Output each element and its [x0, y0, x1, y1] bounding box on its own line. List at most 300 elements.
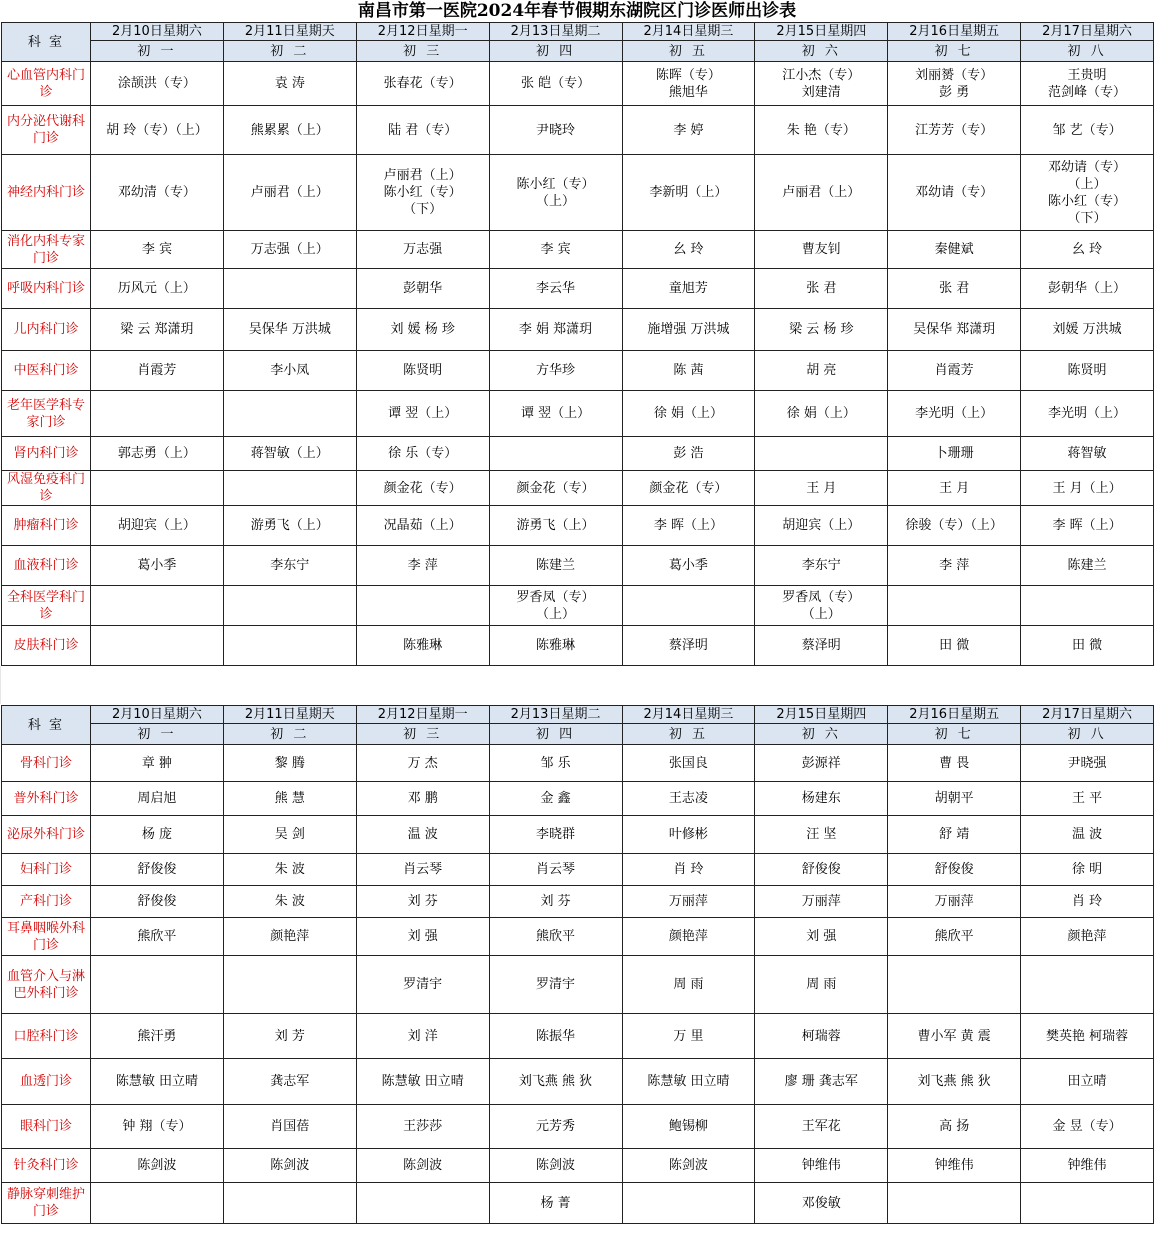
department-name: 血管介入与淋巴外科门诊 — [2, 956, 91, 1014]
doctor-cell — [622, 956, 755, 1014]
doctor-cell — [489, 106, 622, 155]
doctor-name: 邓 鹏 — [407, 791, 438, 806]
doctor-cell — [223, 437, 356, 471]
doctor-name: 金 鑫 — [540, 791, 571, 806]
doctor-cell — [622, 506, 755, 546]
doctor-cell — [1021, 155, 1154, 231]
date-header: 2月15日星期四 — [755, 706, 888, 724]
doctor-cell — [1021, 471, 1154, 506]
doctor-name: 陈雅琳 — [536, 638, 576, 653]
doctor-name: 杨建东 — [801, 791, 841, 806]
doctor-name: 施增强 万洪城 — [647, 322, 730, 337]
doctor-name: （上） — [801, 606, 841, 622]
doctor-cell — [1021, 437, 1154, 471]
doctor-name: 张 君 — [939, 281, 970, 296]
doctor-cell — [622, 626, 755, 666]
doctor-cell — [223, 351, 356, 391]
doctor-name: 胡迎宾（上） — [782, 518, 861, 533]
doctor-cell — [622, 854, 755, 886]
doctor-cell — [356, 106, 489, 155]
doctor-name: 肖霞芳 — [934, 363, 974, 378]
doctor-cell — [356, 918, 489, 956]
lunar-day-header: 初 八 — [1021, 41, 1154, 62]
doctor-name: 颜金花（专） — [383, 480, 462, 496]
doctor-cell — [356, 745, 489, 782]
doctor-cell — [622, 918, 755, 956]
table-row — [2, 506, 1154, 546]
doctor-name: 舒俊俊 — [801, 862, 841, 877]
doctor-cell — [755, 437, 888, 471]
doctor-name: 幺 玲 — [673, 242, 704, 257]
doctor-name: 罗香凤（专） — [516, 589, 595, 605]
doctor-cell — [1021, 1059, 1154, 1105]
doctor-name: 陈剑波 — [137, 1158, 177, 1173]
doctor-cell — [1021, 546, 1154, 586]
doctor-cell — [1021, 506, 1154, 546]
header-row-lunar — [2, 41, 1154, 62]
doctor-cell — [622, 886, 755, 918]
doctor-name: （上） — [536, 606, 576, 622]
doctor-cell — [356, 1149, 489, 1183]
doctor-name: 刘丽赟（专） — [915, 67, 994, 83]
doctor-name: 曹 畏 — [939, 755, 970, 771]
doctor-name: 陈贤明 — [1067, 363, 1107, 378]
doctor-name: 颜金花（专） — [649, 480, 728, 496]
doctor-cell — [223, 1014, 356, 1059]
doctor-name: （下） — [403, 202, 443, 217]
doctor-cell — [489, 854, 622, 886]
doctor-cell — [622, 106, 755, 155]
doctor-cell — [356, 1014, 489, 1059]
doctor-cell — [91, 956, 224, 1014]
doctor-cell — [356, 437, 489, 471]
doctor-cell — [356, 231, 489, 269]
doctor-name: 袁 涛 — [274, 76, 305, 91]
doctor-name: 刘建清 — [801, 84, 841, 100]
doctor-cell — [489, 471, 622, 506]
doctor-name: 黎 腾 — [274, 755, 305, 771]
doctor-cell — [622, 1059, 755, 1105]
doctor-cell — [888, 918, 1021, 956]
doctor-cell — [223, 782, 356, 816]
doctor-name: 舒俊俊 — [137, 862, 177, 877]
doctor-cell — [755, 106, 888, 155]
doctor-name: 陈剑波 — [668, 1158, 708, 1173]
doctor-cell — [755, 506, 888, 546]
doctor-name: 陈晖（专） — [655, 67, 721, 83]
doctor-cell — [489, 351, 622, 391]
doctor-name: 罗清宇 — [403, 977, 443, 992]
date-header: 2月17日星期六 — [1021, 706, 1154, 724]
doctor-name: 邓俊敏 — [801, 1195, 841, 1211]
table-row — [2, 918, 1154, 956]
doctor-name: 周启旭 — [137, 791, 177, 806]
doctor-cell — [91, 886, 224, 918]
date-header: 2月16日星期五 — [888, 23, 1021, 41]
lunar-day-header: 初 五 — [622, 724, 755, 745]
doctor-cell — [489, 1059, 622, 1105]
doctor-name: 胡朝平 — [934, 791, 974, 806]
department-name: 肾内科门诊 — [2, 437, 91, 471]
doctor-cell — [755, 351, 888, 391]
doctor-cell — [622, 309, 755, 351]
doctor-name: 葛小季 — [137, 558, 177, 573]
doctor-name: 陈 茜 — [673, 363, 704, 378]
doctor-cell — [489, 391, 622, 437]
doctor-name: 肖云琴 — [403, 862, 443, 877]
date-header: 2月12日星期一 — [356, 23, 489, 41]
doctor-name: 颜艳萍 — [270, 929, 310, 944]
doctor-name: 童旭芳 — [668, 281, 708, 296]
doctor-name: 卜珊珊 — [934, 446, 974, 461]
doctor-name: 钟维伟 — [1067, 1158, 1107, 1173]
doctor-cell — [1021, 106, 1154, 155]
table-row — [2, 586, 1154, 626]
doctor-name: 高 扬 — [939, 1119, 970, 1134]
doctor-name: 杨 菁 — [540, 1195, 571, 1211]
department-name: 老年医学科专家门诊 — [2, 391, 91, 437]
doctor-cell — [223, 918, 356, 956]
doctor-name: 万丽萍 — [668, 894, 708, 909]
doctor-name: 蔡泽明 — [668, 638, 708, 653]
doctor-name: 田 微 — [1071, 638, 1103, 653]
doctor-name: 李 萍 — [407, 558, 438, 573]
doctor-name: 秦健斌 — [934, 242, 974, 257]
doctor-name: 李光明（上） — [1048, 406, 1127, 421]
doctor-name: 陈慧敏 田立晴 — [647, 1074, 730, 1089]
doctor-name: 曹小军 黄 震 — [917, 1028, 991, 1044]
doctor-name: 王莎莎 — [403, 1119, 443, 1134]
doctor-cell — [489, 816, 622, 854]
doctor-name: 温 波 — [1071, 827, 1103, 842]
doctor-cell — [489, 1105, 622, 1149]
doctor-cell — [622, 1149, 755, 1183]
lunar-day-header: 初 一 — [91, 41, 224, 62]
department-name: 口腔科门诊 — [2, 1014, 91, 1059]
department-name: 心血管内科门诊 — [2, 62, 91, 106]
doctor-cell — [622, 351, 755, 391]
doctor-cell — [755, 471, 888, 506]
doctor-name: 吴 剑 — [274, 827, 305, 842]
doctor-cell — [489, 1014, 622, 1059]
doctor-cell — [622, 546, 755, 586]
doctor-name: 李 婷 — [673, 122, 704, 138]
doctor-cell — [489, 626, 622, 666]
doctor-name: 王贵明 — [1067, 67, 1107, 83]
doctor-cell — [91, 816, 224, 854]
department-name: 静脉穿刺维护门诊 — [2, 1183, 91, 1224]
doctor-name: 张春花（专） — [383, 76, 462, 91]
doctor-cell — [223, 586, 356, 626]
doctor-cell — [1021, 1014, 1154, 1059]
doctor-cell — [1021, 62, 1154, 106]
doctor-name: 熊汗勇 — [137, 1028, 177, 1044]
date-header: 2月15日星期四 — [755, 23, 888, 41]
doctor-cell — [1021, 309, 1154, 351]
doctor-name: 陈雅琳 — [403, 638, 443, 653]
department-name: 皮肤科门诊 — [2, 626, 91, 666]
doctor-name: 张 皑（专） — [520, 76, 591, 91]
doctor-cell — [622, 1183, 755, 1224]
doctor-name: 钟维伟 — [801, 1158, 841, 1173]
table-row — [2, 626, 1154, 666]
doctor-cell — [489, 62, 622, 106]
doctor-name: 陈剑波 — [403, 1158, 443, 1173]
doctor-cell — [755, 956, 888, 1014]
doctor-cell — [91, 269, 224, 309]
doctor-name: 邓幼请（专） — [915, 185, 994, 200]
doctor-name: 彭朝华（上） — [1048, 281, 1127, 296]
doctor-cell — [223, 1183, 356, 1224]
doctor-name: 江芳芳（专） — [915, 122, 994, 138]
doctor-name: 周 雨 — [673, 977, 704, 992]
doctor-name: 涂颉洪（专） — [117, 76, 196, 91]
doctor-cell — [1021, 816, 1154, 854]
doctor-cell — [755, 269, 888, 309]
table-row — [2, 1149, 1154, 1183]
doctor-cell — [888, 351, 1021, 391]
page-title: 南昌市第一医院2024年春节假期东湖院区门诊医师出诊表 — [357, 1, 797, 21]
doctor-name: 陈剑波 — [270, 1158, 310, 1173]
doctor-name: 蒋智敏（上） — [250, 446, 329, 461]
doctor-name: 徐 明 — [1071, 862, 1103, 877]
lunar-day-header: 初 四 — [489, 41, 622, 62]
doctor-cell — [489, 546, 622, 586]
doctor-cell — [91, 1183, 224, 1224]
doctor-cell — [356, 391, 489, 437]
doctor-name: 杨 庞 — [141, 827, 172, 842]
doctor-cell — [356, 471, 489, 506]
doctor-cell — [755, 546, 888, 586]
doctor-cell — [888, 506, 1021, 546]
doctor-cell — [755, 1183, 888, 1224]
doctor-name: 谭 翌（上） — [388, 406, 458, 421]
doctor-name: 叶修彬 — [668, 827, 708, 842]
doctor-name: 王 月 — [806, 480, 837, 496]
doctor-name: 肖国蓓 — [270, 1119, 310, 1134]
doctor-cell — [489, 918, 622, 956]
table-row — [2, 782, 1154, 816]
lunar-day-header: 初 六 — [755, 41, 888, 62]
doctor-cell — [91, 1149, 224, 1183]
doctor-cell — [888, 546, 1021, 586]
doctor-name: 李 宾 — [141, 242, 172, 257]
doctor-cell — [91, 854, 224, 886]
doctor-name: 李晓群 — [536, 827, 576, 842]
doctor-cell — [755, 745, 888, 782]
doctor-cell — [755, 231, 888, 269]
doctor-cell — [223, 155, 356, 231]
doctor-cell — [223, 816, 356, 854]
doctor-cell — [223, 106, 356, 155]
doctor-name: 朱 艳（专） — [786, 122, 856, 138]
doctor-name: 金 昱（专） — [1052, 1119, 1122, 1134]
doctor-name: 颜艳萍 — [668, 929, 708, 944]
doctor-name: 彭朝华 — [403, 281, 443, 296]
doctor-name: 郭志勇（上） — [117, 446, 196, 461]
doctor-name: 邹 乐 — [540, 755, 571, 771]
doctor-cell — [888, 471, 1021, 506]
doctor-cell — [1021, 1183, 1154, 1224]
doctor-name: 徐骏（专）（上） — [905, 518, 1003, 533]
doctor-name: 李云华 — [536, 281, 576, 296]
doctor-cell — [91, 155, 224, 231]
doctor-name: 万丽萍 — [934, 894, 974, 909]
date-header: 2月10日星期六 — [91, 23, 224, 41]
doctor-cell — [622, 1014, 755, 1059]
doctor-cell — [91, 782, 224, 816]
doctor-cell — [223, 956, 356, 1014]
doctor-cell — [489, 886, 622, 918]
doctor-cell — [489, 1149, 622, 1183]
schedule-table-2 — [1, 705, 1154, 1224]
doctor-cell — [622, 231, 755, 269]
doctor-name: 刘飞燕 熊 狄 — [518, 1074, 593, 1089]
doctor-name: 龚志军 — [270, 1074, 310, 1089]
date-header: 2月11日星期天 — [223, 706, 356, 724]
lunar-day-header: 初 一 — [91, 724, 224, 745]
doctor-cell — [755, 626, 888, 666]
doctor-name: 张 君 — [806, 281, 837, 296]
doctor-name: 李东宁 — [270, 558, 310, 573]
doctor-cell — [91, 1014, 224, 1059]
lunar-day-header: 初 五 — [622, 41, 755, 62]
table-row — [2, 745, 1154, 782]
doctor-name: 陈小红（专） — [516, 176, 595, 192]
doctor-name: 王志凌 — [668, 791, 708, 806]
table-row — [2, 1105, 1154, 1149]
doctor-name: 肖云琴 — [536, 862, 576, 877]
doctor-cell — [888, 626, 1021, 666]
doctor-cell — [489, 231, 622, 269]
department-name: 全科医学科门诊 — [2, 586, 91, 626]
doctor-name: 罗香凤（专） — [782, 589, 861, 605]
doctor-cell — [755, 309, 888, 351]
doctor-cell — [888, 782, 1021, 816]
doctor-name: 陈贤明 — [403, 363, 443, 378]
doctor-name: 李新明（上） — [649, 185, 728, 200]
doctor-cell — [1021, 745, 1154, 782]
doctor-name: 熊欣平 — [934, 929, 974, 944]
doctor-cell — [91, 391, 224, 437]
lunar-day-header: 初 四 — [489, 724, 622, 745]
doctor-cell — [223, 62, 356, 106]
doctor-cell — [489, 956, 622, 1014]
date-header: 2月14日星期三 — [622, 706, 755, 724]
table-row — [2, 471, 1154, 506]
doctor-name: 肖 玲 — [1071, 894, 1103, 909]
date-header: 2月10日星期六 — [91, 706, 224, 724]
doctor-cell — [755, 1149, 888, 1183]
doctor-name: 李光明（上） — [915, 406, 994, 421]
department-name: 普外科门诊 — [2, 782, 91, 816]
department-name: 骨科门诊 — [2, 745, 91, 782]
doctor-cell — [888, 155, 1021, 231]
header-row-dates — [2, 23, 1154, 41]
doctor-cell — [356, 62, 489, 106]
doctor-cell — [755, 1014, 888, 1059]
doctor-cell — [888, 1183, 1021, 1224]
doctor-name: 熊累累（上） — [250, 122, 329, 138]
doctor-cell — [755, 1105, 888, 1149]
doctor-cell — [356, 586, 489, 626]
doctor-name: 方华珍 — [536, 363, 576, 378]
doctor-name: 万丽萍 — [801, 894, 841, 909]
doctor-cell — [356, 1059, 489, 1105]
doctor-cell — [91, 471, 224, 506]
doctor-cell — [1021, 626, 1154, 666]
doctor-name: 吴保华 郑潇玥 — [913, 322, 996, 337]
doctor-cell — [1021, 391, 1154, 437]
doctor-name: 陈慧敏 田立晴 — [381, 1074, 464, 1089]
doctor-cell — [755, 391, 888, 437]
doctor-cell — [489, 1183, 622, 1224]
doctor-name: 蔡泽明 — [801, 638, 841, 653]
doctor-cell — [91, 309, 224, 351]
doctor-cell — [91, 62, 224, 106]
doctor-cell — [91, 1105, 224, 1149]
doctor-cell — [356, 351, 489, 391]
doctor-name: 彭源祥 — [801, 755, 841, 771]
doctor-cell — [356, 155, 489, 231]
doctor-cell — [755, 586, 888, 626]
doctor-cell — [1021, 918, 1154, 956]
doctor-name: 朱 波 — [274, 862, 305, 877]
doctor-name: 温 波 — [407, 827, 438, 842]
doctor-name: 钟维伟 — [934, 1158, 974, 1173]
department-name: 产科门诊 — [2, 886, 91, 918]
doctor-name: 邹 艺（专） — [1052, 122, 1122, 138]
dept-column-header: 科 室 — [2, 706, 91, 745]
department-name: 风湿免疫科门诊 — [2, 471, 91, 506]
doctor-name: 曹友钊 — [801, 242, 841, 257]
doctor-name: 肖 玲 — [673, 862, 704, 877]
doctor-name: 徐 娟（上） — [653, 406, 723, 421]
doctor-name: 游勇飞（上） — [516, 518, 595, 533]
department-name: 泌尿外科门诊 — [2, 816, 91, 854]
doctor-cell — [223, 854, 356, 886]
doctor-cell — [1021, 1149, 1154, 1183]
doctor-cell — [223, 1149, 356, 1183]
doctor-cell — [622, 586, 755, 626]
doctor-name: 彭 浩 — [673, 446, 704, 461]
table-row — [2, 155, 1154, 231]
department-name: 耳鼻咽喉外科门诊 — [2, 918, 91, 956]
doctor-name: 卢丽君（上） — [782, 185, 861, 200]
doctor-name: 吴保华 万洪城 — [248, 322, 331, 337]
doctor-cell — [1021, 586, 1154, 626]
doctor-name: （上） — [536, 193, 576, 209]
table-row — [2, 309, 1154, 351]
doctor-cell — [91, 437, 224, 471]
doctor-cell — [223, 391, 356, 437]
doctor-cell — [223, 546, 356, 586]
doctor-name: 刘 芬 — [407, 894, 438, 909]
table-row — [2, 1059, 1154, 1105]
doctor-name: 舒俊俊 — [137, 894, 177, 909]
doctor-name: 尹晓强 — [1067, 755, 1107, 771]
doctor-cell — [489, 309, 622, 351]
doctor-cell — [356, 269, 489, 309]
doctor-cell — [356, 626, 489, 666]
doctor-name: （上） — [1067, 176, 1107, 192]
doctor-cell — [489, 586, 622, 626]
doctor-name: 朱 波 — [274, 894, 305, 909]
lunar-day-header: 初 七 — [888, 724, 1021, 745]
doctor-cell — [1021, 956, 1154, 1014]
table-row — [2, 854, 1154, 886]
doctor-cell — [755, 816, 888, 854]
